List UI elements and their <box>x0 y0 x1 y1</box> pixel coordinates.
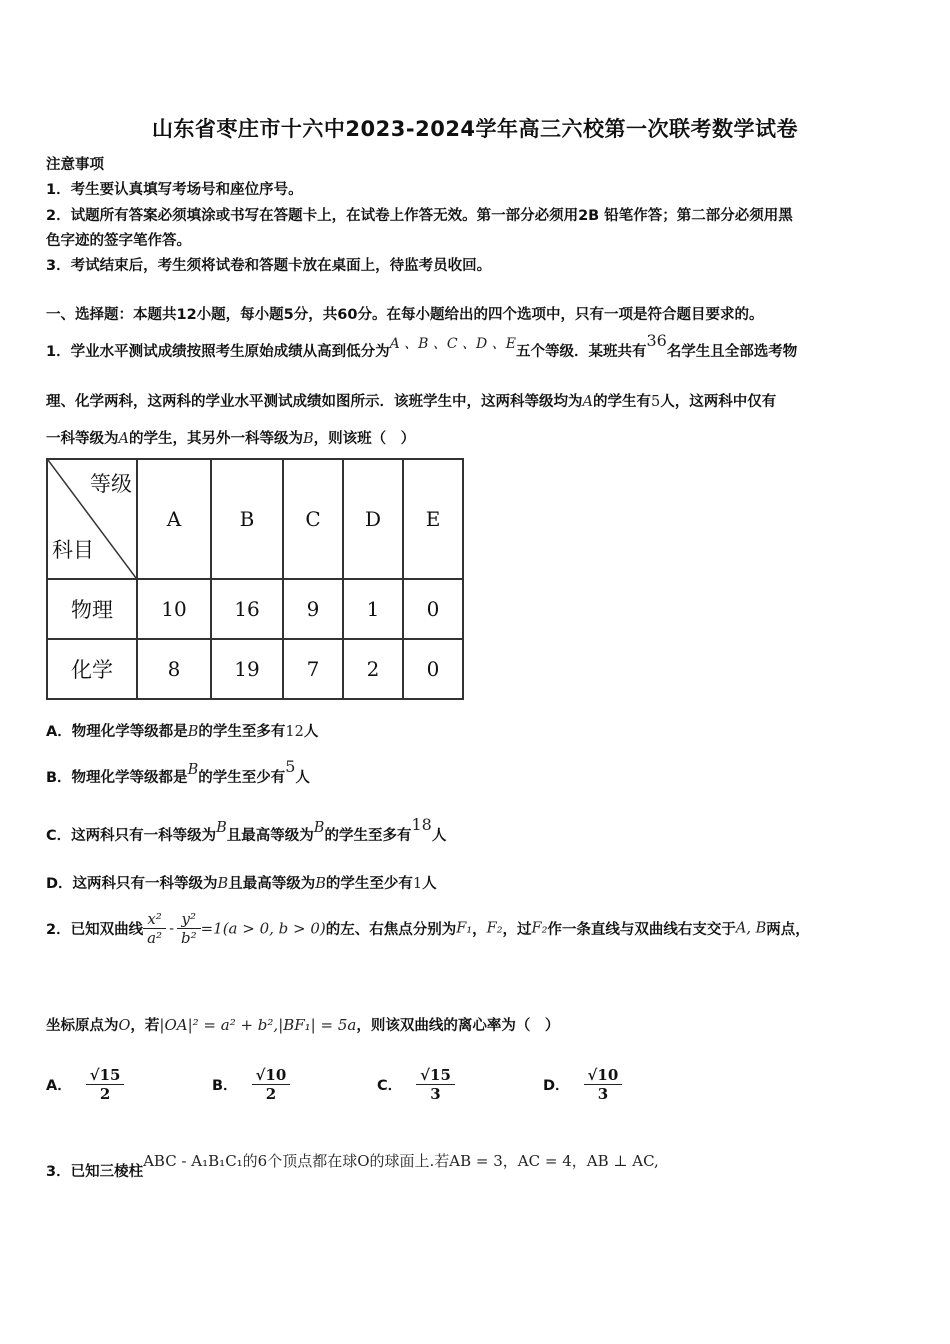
table-row <box>47 579 463 639</box>
note-item: 色字迹的签字笔作答。 <box>46 233 191 249</box>
question-2-option-a[interactable]: A． √ $\frac{15}{2}$ <box>46 1066 124 1103</box>
table-cell: 1 <box>343 579 403 639</box>
table-cell: 0 <box>403 639 463 699</box>
fraction-y2-b2: $\frac{\text{y²}}{\text{b²}}$ <box>177 910 201 947</box>
table-cell: 2 <box>343 639 403 699</box>
table-cell: 0 <box>403 579 463 639</box>
question-1-option-c[interactable]: C．这两科只有一科等级为B且最高等级为B的学生至多有18人 <box>46 815 447 844</box>
table-cell: 19 <box>211 639 283 699</box>
note-item: 3．考试结束后，考生须将试卷和答题卡放在桌面上，待监考员收回。 <box>46 258 492 274</box>
question-2-option-d[interactable]: D． √ $\frac{10}{3}$ <box>543 1066 622 1103</box>
table-cell: 8 <box>137 639 211 699</box>
question-1-option-b[interactable]: B．物理化学等级都是B的学生至少有5人 <box>46 757 310 786</box>
question-1-line2: 理、化学两科，这两科的学业水平测试成绩如图所示．该班学生中，这两科等级均为A的学生有5人，这两科中仅有 <box>46 394 777 410</box>
notes-heading: 注意事项 <box>46 157 104 173</box>
table-header: C <box>283 459 343 579</box>
grade-table <box>46 458 464 700</box>
table-cell-subject: 物理 <box>47 579 137 639</box>
question-1-line3: 一科等级为A的学生，其另外一科等级为B，则该班（ ） <box>46 431 416 447</box>
question-2-option-c[interactable]: C． √ $\frac{15}{3}$ <box>377 1066 455 1103</box>
question-1-option-d[interactable]: D．这两科只有一科等级为B且最高等级为B的学生至少有1人 <box>46 876 437 892</box>
question-3-line1: 3．已知三棱柱ABC - A₁B₁C₁的6个顶点都在球O的球面上.若AB = 3，AC = 4，AB ⊥ AC, <box>46 1152 659 1180</box>
table-header: E <box>403 459 463 579</box>
table-row <box>47 639 463 699</box>
table-cell: 7 <box>283 639 343 699</box>
fraction-x2-a2: $\frac{\text{x²}}{\text{a²}}$ <box>143 910 166 947</box>
table-corner-cell <box>47 459 137 579</box>
table-cell-subject: 化学 <box>47 639 137 699</box>
note-item: 2．试题所有答案必须填涂或书写在答题卡上，在试卷上作答无效。第一部分必须用2B 铅笔作答；第二部分必须用黑 <box>46 208 793 224</box>
section-heading: 一、选择题：本题共12小题，每小题5分，共60分。在每小题给出的四个选项中，只有一项是符合题目要求的。 <box>46 307 764 323</box>
page-title: 山东省枣庄市十六中2023-2024学年高三六校第一次联考数学试卷 <box>151 117 799 141</box>
question-2-line1: 2．已知双曲线 $\frac{\text{x²}}{\text{a²}}$ - $\frac{\text{y²}}{\text{b²}}$ =1(a > 0, b > 0)的左、右焦点分别为F₁，F₂，过F₂作一条直线与双曲线右支交于A, B两点， <box>46 910 810 947</box>
table-cell: 16 <box>211 579 283 639</box>
question-2-line2: 坐标原点为O，若|OA|² = a² + b²,|BF₁| = 5a，则该双曲线的离心率为（ ） <box>46 1016 560 1034</box>
note-item: 1．考生要认真填写考场号和座位序号。 <box>46 182 303 198</box>
table-header: A <box>137 459 211 579</box>
question-2-option-b[interactable]: B． √ $\frac{10}{2}$ <box>212 1066 290 1103</box>
table-header: D <box>343 459 403 579</box>
question-1-line1: 1．学业水平测试成绩按照考生原始成绩从高到低分为A 、B 、C 、D 、E五个等级．某班共有36名学生且全部选考物 <box>46 331 798 360</box>
table-header: B <box>211 459 283 579</box>
table-cell: 10 <box>137 579 211 639</box>
corner-label-grade: 等级 <box>90 472 132 496</box>
table-cell: 9 <box>283 579 343 639</box>
question-1-option-a[interactable]: A．物理化学等级都是B的学生至多有12人 <box>46 724 319 740</box>
corner-label-subject: 科目 <box>52 538 94 562</box>
